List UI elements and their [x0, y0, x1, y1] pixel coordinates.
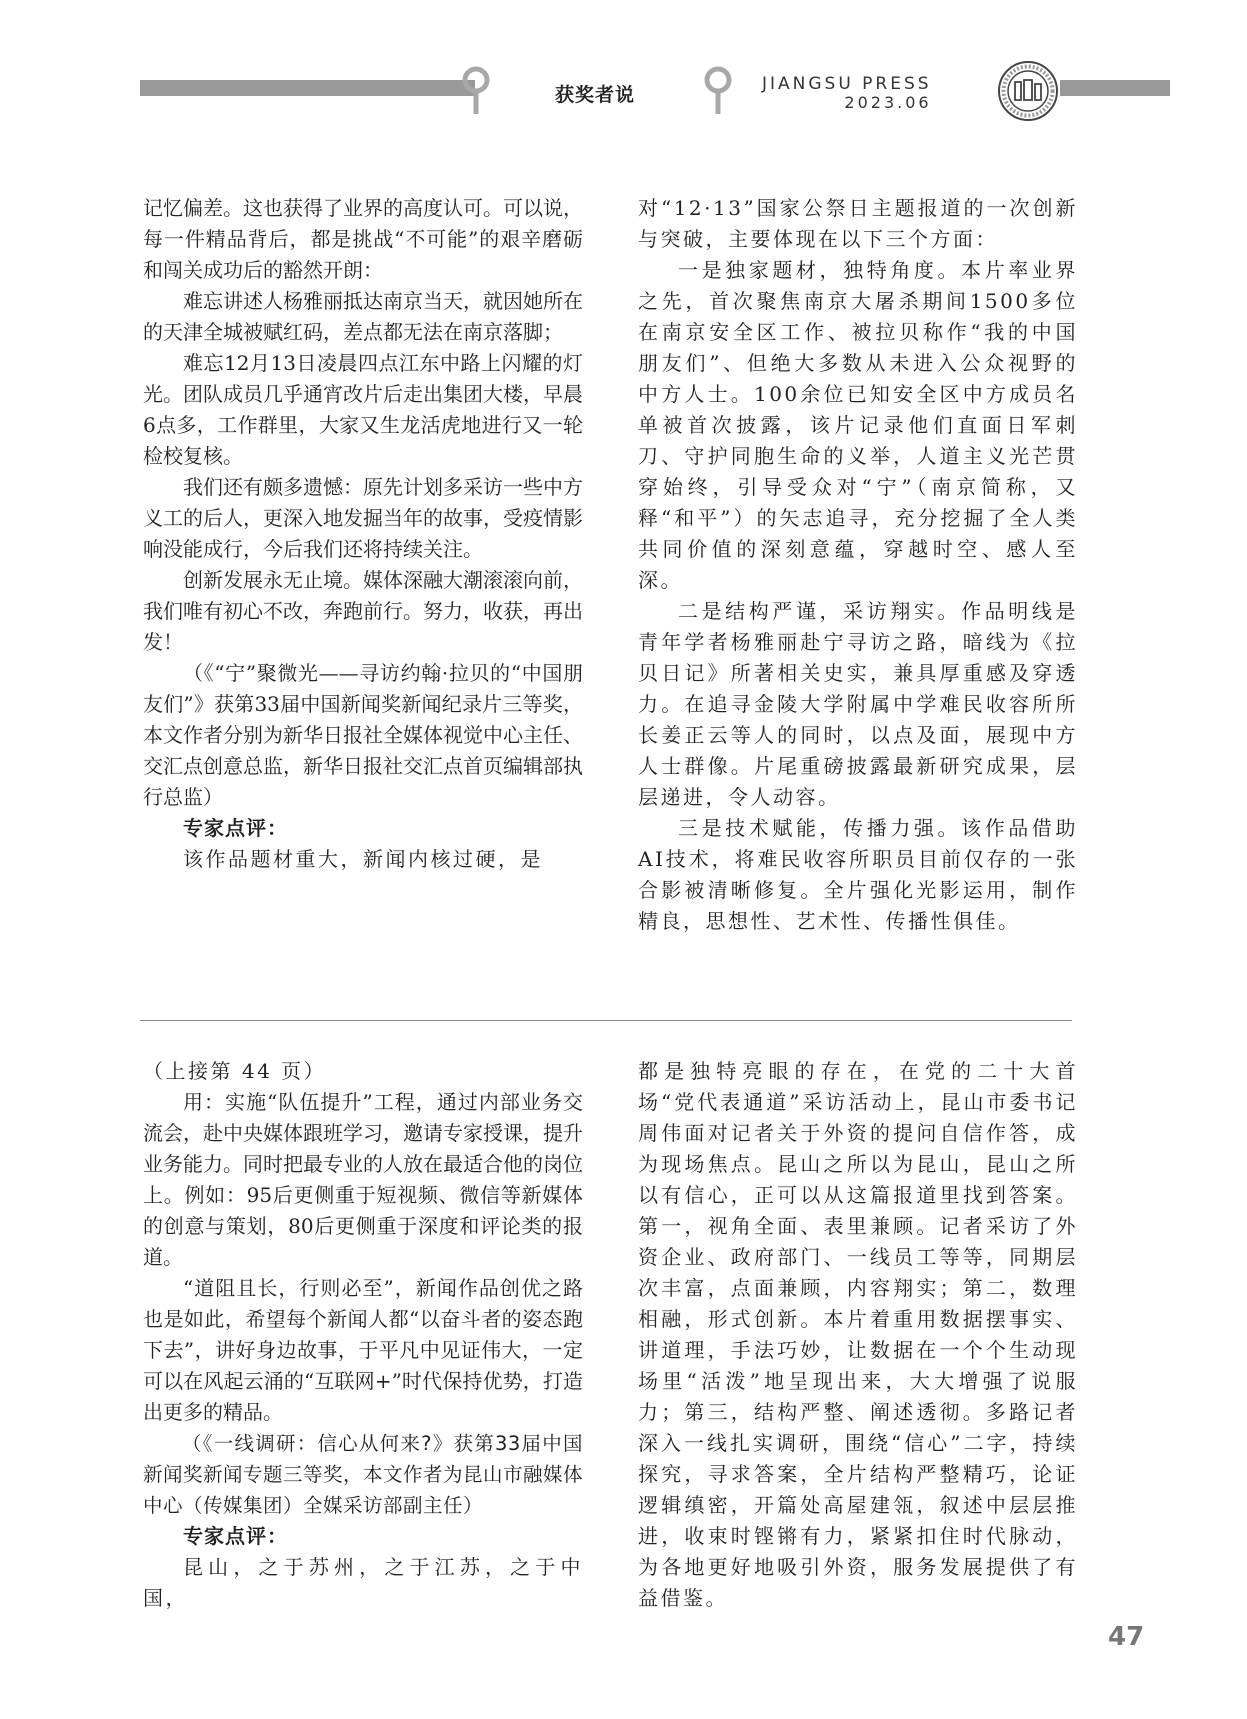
- article-top-right-column: [638, 193, 1078, 937]
- paragraph: 对“12·13”国家公祭日主题报道的一次创新与突破，主要体现在以下三个方面：: [638, 196, 1078, 251]
- paragraph: 难忘讲述人杨雅丽抵达南京当天，就因她所在的天津全城被赋红码，差点都无法在南京落脚；: [143, 289, 583, 344]
- publication-brand: [762, 74, 932, 112]
- article-bottom-right-column: [638, 1056, 1078, 1614]
- expert-review-text: 该作品题材重大，新闻内核过硬，是: [183, 847, 543, 871]
- header-rule-right: [1060, 80, 1170, 96]
- paragraph: 记忆偏差。这也获得了业界的高度认可。可以说，每一件精品背后，都是挑战“不可能”的艰辛磨砺和闯关成功后的豁然开朗：: [143, 196, 583, 282]
- issue-date: 2023.06: [844, 93, 932, 112]
- paragraph: 我们还有颇多遗憾：原先计划多采访一些中方义工的后人，更深入地发掘当年的故事，受疫情影响没能成行，今后我们还将持续关注。: [143, 475, 583, 561]
- paragraph: 三是技术赋能，传播力强。该作品借助AI技术，将难民收容所职员目前仅存的一张合影被清晰修复。全片强化光影运用，制作精良，思想性、艺术性、传播性俱佳。: [638, 816, 1078, 933]
- section-divider: [140, 1020, 1072, 1021]
- paragraph: 用：实施“队伍提升”工程，通过内部业务交流会，赴中央媒体跟班学习，邀请专家授课，提升业务能力。同时把最专业的人放在最适合他的岗位上。例如：95后更侧重于短视频、微信等新媒体的创意与策划，80后更侧重于深度和评论类的报道。: [143, 1090, 583, 1269]
- article-bottom-left-column: [143, 1056, 583, 1614]
- section-title: 获奖者说: [555, 84, 636, 106]
- paragraph: 一是独家题材，独特角度。本片率业界之先，首次聚焦南京大屠杀期间1500多位在南京安全区工作、被拉贝称作“我的中国朋友们”、但绝大多数从未进入公众视野的中方人士。100余位已知安全区中方成员名单被首次披露，该片记录他们直面日军刺刀、守护同胞生命的义举，人道主义光芒贯穿始终，引导受众对“宁”（南京简称，又释“和平”）的矢志追寻，充分挖掘了全人类共同价值的深刻意蕴，穿越时空、感人至深。: [638, 258, 1078, 592]
- map-pin-icon: [462, 66, 490, 116]
- expert-review-heading: 专家点评：: [183, 816, 288, 840]
- continued-note: （上接第 44 页）: [143, 1059, 327, 1083]
- expert-review-heading: 专家点评：: [183, 1524, 288, 1548]
- association-seal-logo: [997, 60, 1059, 122]
- award-note: （《一线调研：信心从何来?》获第33届中国新闻奖新闻专题三等奖，本文作者为昆山市融媒体中心（传媒集团）全媒采访部副主任）: [143, 1432, 584, 1517]
- article-top-left-column: [143, 193, 583, 875]
- page-number: 47: [1108, 1622, 1145, 1652]
- award-note: （《“宁”聚微光——寻访约翰·拉贝的“中国朋友们”》获第33届中国新闻奖新闻纪录片三等奖，本文作者分别为新华日报社全媒体视觉中心主任、交汇点创意总监，新华日报社交汇点首页编辑部执行总监）: [143, 661, 583, 809]
- paragraph: “道阻且长，行则必至”，新闻作品创优之路也是如此，希望每个新闻人都“以奋斗者的姿态跑下去”，讲好身边故事，于平凡中见证伟大，一定可以在风起云涌的“互联网+”时代保持优势，打造出更多的精品。: [143, 1276, 583, 1424]
- publication-name: JIANGSU PRESS: [762, 74, 932, 94]
- map-pin-icon: [704, 66, 732, 116]
- paragraph: 都是独特亮眼的存在，在党的二十大首场“党代表通道”采访活动上，昆山市委书记周伟面对记者关于外资的提问自信作答，成为现场焦点。昆山之所以为昆山，昆山之所以有信心，正可以从这篇报道里找到答案。第一，视角全面、表里兼顾。记者采访了外资企业、政府部门、一线员工等等，同期层次丰富，点面兼顾，内容翔实；第二，数理相融，形式创新。本片着重用数据摆事实、讲道理，手法巧妙，让数据在一个个生动现场里“活泼”地呈现出来，大大增强了说服力；第三，结构严整、阐述透彻。多路记者深入一线扎实调研，围绕“信心”二字，持续探究，寻求答案，全片结构严整精巧，论证逻辑缜密，开篇处高屋建瓴，叙述中层层推进，收束时铿锵有力，紧紧扣住时代脉动，为各地更好地吸引外资，服务发展提供了有益借鉴。: [638, 1059, 1078, 1610]
- paragraph: 难忘12月13日凌晨四点江东中路上闪耀的灯光。团队成员几乎通宵改片后走出集团大楼，早晨6点多，工作群里，大家又生龙活虎地进行又一轮检校复核。: [143, 351, 583, 468]
- expert-review-text: 昆山，之于苏州，之于江苏，之于中国，: [143, 1555, 583, 1610]
- paragraph: 创新发展永无止境。媒体深融大潮滚滚向前，我们唯有初心不改，奔跑前行。努力，收获，再出发！: [143, 568, 583, 654]
- paragraph: 二是结构严谨，采访翔实。作品明线是青年学者杨雅丽赴宁寻访之路，暗线为《拉贝日记》所著相关史实，兼具厚重感及穿透力。在追寻金陵大学附属中学难民收容所所长姜正云等人的同时，以点及面，展现中方人士群像。片尾重磅披露最新研究成果，层层递进，令人动容。: [638, 599, 1078, 809]
- header-rule-left: [140, 80, 475, 96]
